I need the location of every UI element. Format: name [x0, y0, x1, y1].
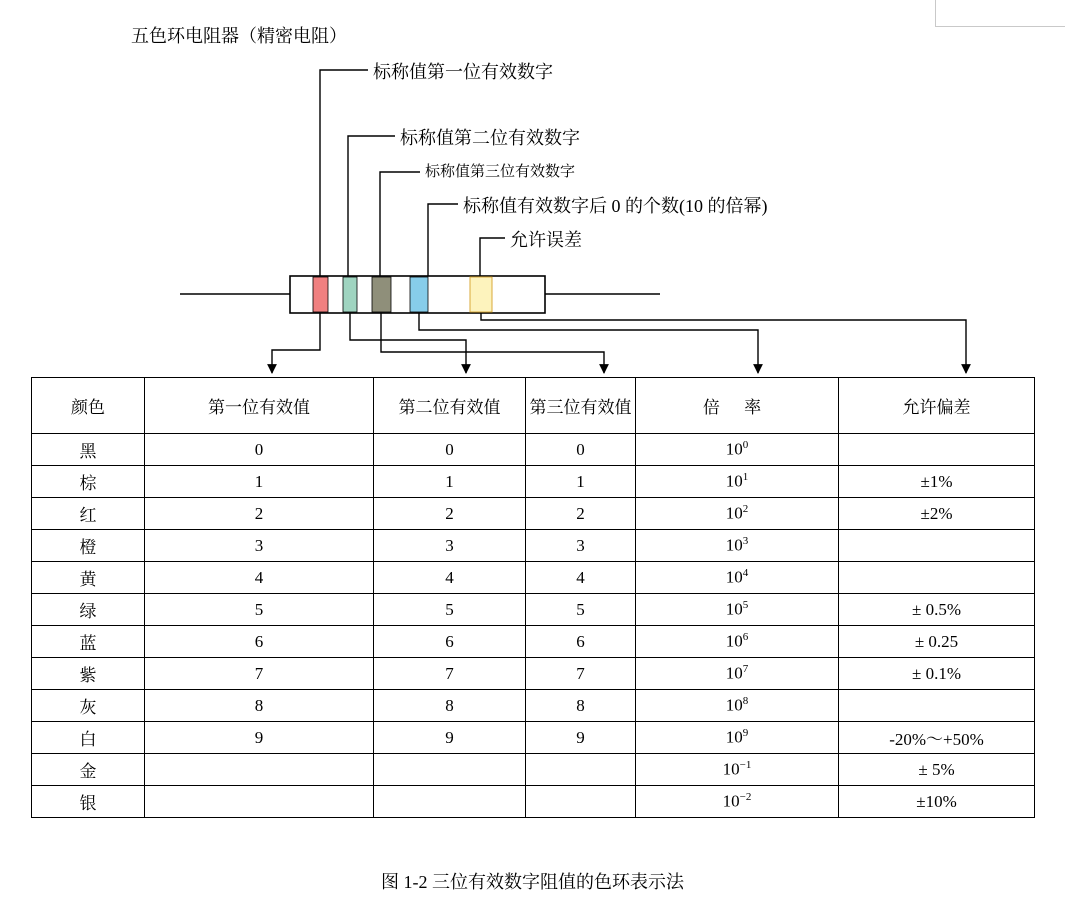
table-row — [32, 722, 1035, 754]
cell-third-digit: 8 — [526, 690, 636, 722]
multiplier-base: 10 — [725, 535, 743, 555]
cell-third-digit: 6 — [526, 626, 636, 658]
cell-tolerance: -20%～+50% — [839, 722, 1035, 754]
cell-third-digit — [526, 786, 636, 818]
cell-multiplier — [636, 530, 839, 562]
cell-third-digit: 1 — [526, 466, 636, 498]
callout-label-tolerance: 允许误差 — [510, 230, 582, 250]
table-row — [32, 498, 1035, 530]
cell-multiplier — [636, 562, 839, 594]
multiplier-exponent: 4 — [742, 567, 749, 580]
multiplier-base: 10 — [725, 471, 743, 491]
cell-third-digit: 4 — [526, 562, 636, 594]
cell-tolerance: ±10% — [839, 786, 1035, 818]
cell-color: 金 — [32, 754, 145, 786]
multiplier-base: 10 — [725, 439, 743, 459]
cell-first-digit: 1 — [145, 466, 374, 498]
cell-first-digit: 4 — [145, 562, 374, 594]
resistor-band-2 — [343, 277, 357, 312]
table-row — [32, 658, 1035, 690]
cell-third-digit: 3 — [526, 530, 636, 562]
cell-multiplier — [636, 498, 839, 530]
color-code-table — [31, 377, 1035, 818]
cell-second-digit: 9 — [374, 722, 526, 754]
callout-label-multiplier: 标称值有效数字后 0 的个数(10 的倍幂) — [463, 196, 768, 216]
cell-third-digit: 9 — [526, 722, 636, 754]
cell-second-digit: 6 — [374, 626, 526, 658]
cell-second-digit: 3 — [374, 530, 526, 562]
resistor-diagram — [0, 0, 1065, 400]
cell-third-digit: 7 — [526, 658, 636, 690]
cell-second-digit: 4 — [374, 562, 526, 594]
cell-second-digit: 7 — [374, 658, 526, 690]
multiplier-base: 10 — [722, 791, 740, 811]
table-header-tolerance: 允许偏差 — [839, 378, 1035, 434]
cell-second-digit — [374, 786, 526, 818]
resistor-band-1 — [313, 277, 328, 312]
resistor-band-5 — [470, 277, 492, 312]
cell-multiplier — [636, 626, 839, 658]
multiplier-exponent: −1 — [739, 759, 752, 772]
cell-third-digit: 2 — [526, 498, 636, 530]
cell-first-digit: 3 — [145, 530, 374, 562]
multiplier-exponent: 6 — [742, 631, 749, 644]
cell-second-digit: 1 — [374, 466, 526, 498]
multiplier-base: 10 — [722, 759, 740, 779]
cell-multiplier — [636, 594, 839, 626]
cell-multiplier — [636, 466, 839, 498]
cell-tolerance: ±2% — [839, 498, 1035, 530]
table-row — [32, 562, 1035, 594]
multiplier-base: 10 — [725, 695, 743, 715]
cell-second-digit: 8 — [374, 690, 526, 722]
cell-third-digit: 5 — [526, 594, 636, 626]
cell-color: 蓝 — [32, 626, 145, 658]
callout-label-first-digit: 标称值第一位有效数字 — [373, 62, 553, 82]
cell-color: 绿 — [32, 594, 145, 626]
figure-caption: 图 1-2 三位有效数字阻值的色环表示法 — [381, 872, 684, 892]
cell-color: 橙 — [32, 530, 145, 562]
callout-label-third-digit: 标称值第三位有效数字 — [425, 164, 576, 180]
table-row — [32, 754, 1035, 786]
cell-tolerance — [839, 434, 1035, 466]
cell-color: 黄 — [32, 562, 145, 594]
cell-tolerance: ± 0.1% — [839, 658, 1035, 690]
table-header-color: 颜色 — [32, 378, 145, 434]
multiplier-base: 10 — [725, 631, 743, 651]
table-row — [32, 594, 1035, 626]
table-row — [32, 530, 1035, 562]
cell-multiplier — [636, 722, 839, 754]
multiplier-base: 10 — [725, 503, 743, 523]
multiplier-exponent: 3 — [742, 535, 749, 548]
multiplier-exponent: 9 — [742, 727, 749, 740]
cell-second-digit: 5 — [374, 594, 526, 626]
resistor-band-3 — [372, 277, 391, 312]
table-row — [32, 786, 1035, 818]
multiplier-exponent: 5 — [742, 599, 749, 612]
cell-color: 棕 — [32, 466, 145, 498]
cell-multiplier — [636, 434, 839, 466]
cell-multiplier — [636, 690, 839, 722]
cell-second-digit — [374, 754, 526, 786]
cell-first-digit: 6 — [145, 626, 374, 658]
resistor-band-4 — [410, 277, 428, 312]
cell-first-digit: 9 — [145, 722, 374, 754]
cell-multiplier — [636, 658, 839, 690]
cell-color: 银 — [32, 786, 145, 818]
cell-tolerance: ± 0.5% — [839, 594, 1035, 626]
cell-first-digit: 7 — [145, 658, 374, 690]
cell-third-digit — [526, 754, 636, 786]
table-header-third-digit: 第三位有效值 — [526, 378, 636, 434]
cell-color: 红 — [32, 498, 145, 530]
multiplier-exponent: 1 — [742, 471, 749, 484]
cell-tolerance: ± 5% — [839, 754, 1035, 786]
cell-tolerance — [839, 690, 1035, 722]
cell-tolerance — [839, 530, 1035, 562]
table-row — [32, 690, 1035, 722]
table-header-second-digit: 第二位有效值 — [374, 378, 526, 434]
callout-label-second-digit: 标称值第二位有效数字 — [400, 128, 580, 148]
cell-first-digit: 0 — [145, 434, 374, 466]
multiplier-base: 10 — [725, 599, 743, 619]
table-row — [32, 434, 1035, 466]
cell-third-digit: 0 — [526, 434, 636, 466]
cell-second-digit: 0 — [374, 434, 526, 466]
multiplier-base: 10 — [725, 663, 743, 683]
figure-title: 五色环电阻器（精密电阻） — [131, 26, 347, 46]
cell-color: 灰 — [32, 690, 145, 722]
table-row — [32, 626, 1035, 658]
table-header-first-digit: 第一位有效值 — [145, 378, 374, 434]
cell-tolerance: ±1% — [839, 466, 1035, 498]
multiplier-exponent: 0 — [742, 439, 749, 452]
cell-first-digit — [145, 754, 374, 786]
multiplier-exponent: 2 — [742, 503, 749, 516]
cell-first-digit: 2 — [145, 498, 374, 530]
cell-tolerance: ± 0.25 — [839, 626, 1035, 658]
cell-tolerance — [839, 562, 1035, 594]
table-header-multiplier: 倍 率 — [636, 378, 839, 434]
multiplier-base: 10 — [725, 567, 743, 587]
cell-color: 紫 — [32, 658, 145, 690]
multiplier-exponent: 8 — [742, 695, 749, 708]
cell-first-digit: 8 — [145, 690, 374, 722]
cell-second-digit: 2 — [374, 498, 526, 530]
multiplier-base: 10 — [725, 727, 743, 747]
cell-color: 白 — [32, 722, 145, 754]
table-row — [32, 466, 1035, 498]
multiplier-exponent: −2 — [739, 791, 752, 804]
cell-first-digit — [145, 786, 374, 818]
cell-multiplier — [636, 786, 839, 818]
table-header-row — [32, 378, 1035, 434]
cell-first-digit: 5 — [145, 594, 374, 626]
multiplier-exponent: 7 — [742, 663, 749, 676]
cell-multiplier — [636, 754, 839, 786]
cell-color: 黑 — [32, 434, 145, 466]
